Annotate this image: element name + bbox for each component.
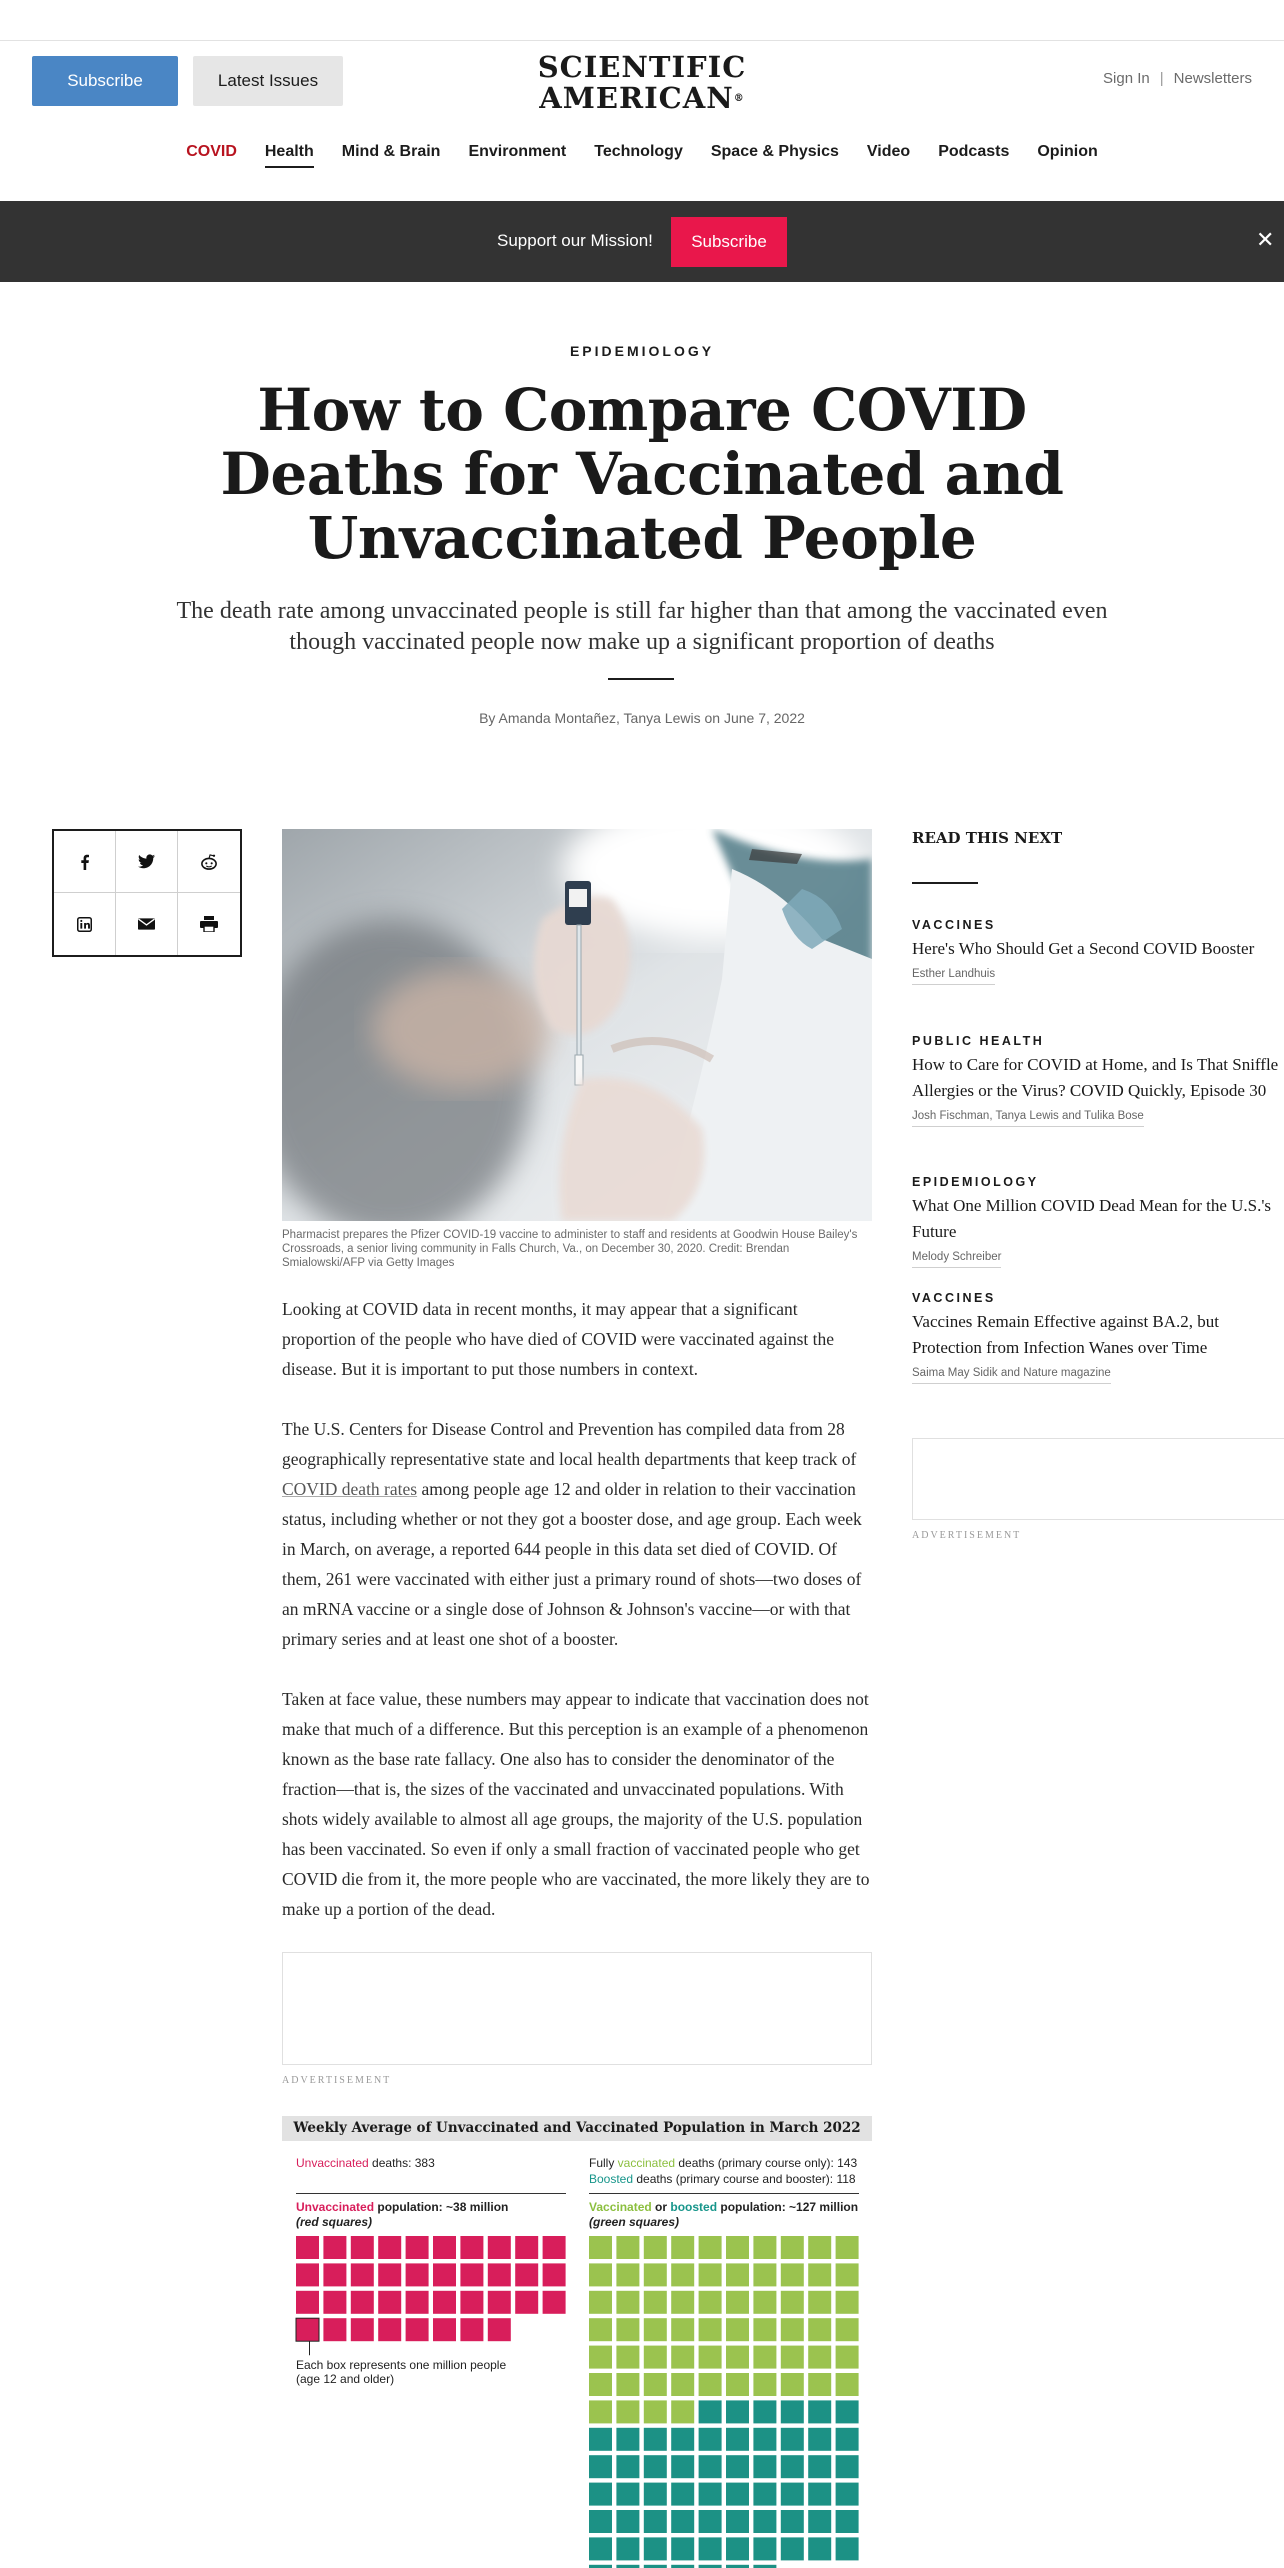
boosted-square	[644, 2455, 667, 2478]
vaccinated-square	[753, 2291, 776, 2314]
vaccinated-square	[589, 2318, 612, 2341]
unvaccinated-square	[433, 2263, 456, 2286]
article-kicker[interactable]: EPIDEMIOLOGY	[569, 343, 715, 359]
boosted-square	[781, 2537, 804, 2560]
vaccinated-square	[589, 2373, 612, 2396]
boosted-square	[726, 2428, 749, 2451]
unvaccinated-square	[378, 2291, 401, 2314]
fully-vaccinated-deaths-label: Fully vaccinated deaths (primary course only): 143	[589, 2156, 858, 2170]
newsletters-link[interactable]: Newsletters	[1173, 70, 1252, 87]
boosted-square	[836, 2455, 859, 2478]
boosted-square	[836, 2400, 859, 2423]
vaccinated-square	[671, 2373, 694, 2396]
boosted-square	[753, 2400, 776, 2423]
rail-article-title[interactable]: How to Care for COVID at Home, and Is That Sniffle Allergies or the Virus? COVID Quickly, Episode 30	[912, 1055, 1279, 1100]
unvaccinated-square	[488, 2318, 511, 2341]
vaccinated-square	[671, 2318, 694, 2341]
vaccinated-square	[726, 2291, 749, 2314]
waffle-chart	[282, 2116, 872, 2568]
unvaccinated-square	[296, 2236, 319, 2259]
utility-separator: |	[1159, 70, 1164, 87]
article-dek: The death rate among unvaccinated people is still far higher than that among the vaccinated even though vaccinated people now make up a significant proportion of deaths	[176, 598, 1108, 655]
logo-line-2: AMERICAN®	[539, 81, 745, 115]
unvaccinated-square	[296, 2263, 319, 2286]
boosted-square	[836, 2428, 859, 2451]
unvaccinated-square	[296, 2291, 319, 2314]
nav-item-opinion[interactable]: Opinion	[1037, 143, 1098, 160]
image-caption: Pharmacist prepares the Pfizer COVID-19 vaccine to administer to staff and residents at Goodwin House Bailey's Crossroads, a senior living community in Falls Church, Va., on December 30, 2020. Credit: Brendan Smialowski/AFP via Getty Images	[282, 1229, 858, 1269]
red-squares-note: (red squares)	[296, 2215, 373, 2229]
vaccinated-square	[726, 2263, 749, 2286]
boosted-square	[726, 2537, 749, 2560]
boosted-deaths-label: Boosted deaths (primary course and booster): 118	[589, 2172, 856, 2186]
vaccinated-square	[699, 2263, 722, 2286]
ad-label: ADVERTISEMENT	[282, 2075, 392, 2086]
unvaccinated-square	[406, 2318, 429, 2341]
vaccinated-square	[644, 2263, 667, 2286]
vaccinated-square	[589, 2346, 612, 2369]
boosted-square	[808, 2537, 831, 2560]
unvaccinated-square	[460, 2291, 483, 2314]
vaccinated-square	[808, 2236, 831, 2259]
rail-article-author[interactable]: Melody Schreiber	[912, 1251, 1001, 1268]
site-logo[interactable]	[522, 52, 762, 114]
sign-in-link[interactable]: Sign In	[1103, 70, 1150, 87]
boosted-square	[726, 2483, 749, 2506]
rail-article-author[interactable]: Esther Landhuis	[912, 968, 995, 985]
twitter-icon[interactable]	[116, 831, 178, 893]
unvaccinated-square	[351, 2236, 374, 2259]
boosted-square	[781, 2455, 804, 2478]
vaccinated-square	[781, 2236, 804, 2259]
boosted-square	[781, 2483, 804, 2506]
paragraph-2-text-a: The U.S. Centers for Disease Control and Prevention has compiled data from 28 geographically representative state and local health departments that keep track of	[282, 1419, 857, 1469]
vaccinated-square	[644, 2373, 667, 2396]
vaccinated-square	[836, 2318, 859, 2341]
vaccinated-square	[836, 2373, 859, 2396]
share-toolbar	[52, 829, 242, 957]
vaccinated-square	[671, 2400, 694, 2423]
print-icon[interactable]	[178, 893, 240, 955]
nav-item-covid[interactable]: COVID	[186, 143, 237, 160]
waffle-grid	[282, 2116, 872, 2568]
vaccinated-square	[753, 2236, 776, 2259]
vaccinated-square	[671, 2263, 694, 2286]
boosted-square	[808, 2400, 831, 2423]
vaccinated-square	[616, 2318, 639, 2341]
boosted-square	[836, 2510, 859, 2533]
vaccinated-square	[616, 2400, 639, 2423]
unvaccinated-square	[351, 2263, 374, 2286]
boosted-square	[726, 2400, 749, 2423]
boosted-square	[671, 2537, 694, 2560]
unvaccinated-square	[378, 2236, 401, 2259]
vaccinated-square	[781, 2291, 804, 2314]
close-icon[interactable]: ✕	[1256, 227, 1275, 252]
banner-message: Support our Mission!	[497, 231, 653, 250]
utility-links	[1103, 70, 1252, 87]
unvaccinated-square	[351, 2291, 374, 2314]
boosted-square	[644, 2428, 667, 2451]
boosted-square	[644, 2537, 667, 2560]
subscribe-button[interactable]: Subscribe	[32, 56, 178, 106]
nav-item-technology[interactable]: Technology	[594, 143, 683, 160]
boosted-square	[616, 2455, 639, 2478]
headline-divider	[608, 678, 674, 680]
vaccinated-square	[808, 2373, 831, 2396]
email-icon[interactable]	[116, 893, 178, 955]
unvaccinated-square	[460, 2263, 483, 2286]
rail-divider	[912, 882, 978, 884]
rail-ad-slot[interactable]	[912, 1438, 1284, 1520]
vaccinated-square	[616, 2346, 639, 2369]
boosted-square	[589, 2483, 612, 2506]
top-divider	[0, 40, 1284, 41]
banner-subscribe-button[interactable]: Subscribe	[671, 217, 787, 267]
boosted-square	[699, 2455, 722, 2478]
vaccinated-square	[836, 2291, 859, 2314]
unvaccinated-square	[323, 2291, 346, 2314]
vaccinated-square	[781, 2346, 804, 2369]
unvaccinated-square	[460, 2236, 483, 2259]
unvaccinated-square	[378, 2263, 401, 2286]
unvaccinated-square	[488, 2291, 511, 2314]
vaccinated-square	[726, 2346, 749, 2369]
rail-article-2[interactable]	[912, 1034, 1284, 1127]
logo-line-1: SCIENTIFIC	[537, 50, 747, 84]
green-squares-note: (green squares)	[589, 2215, 680, 2229]
vaccinated-square	[781, 2373, 804, 2396]
boosted-square	[699, 2428, 722, 2451]
rail-article-title[interactable]: Vaccines Remain Effective against BA.2, but Protection from Infection Wanes over Time	[912, 1312, 1220, 1357]
paragraph-2-text-b: among people age 12 and older in relation to their vaccination status, including whether or not they got a booster dose, and age group. Each week in March, on average, a reported 644 people in this data set died of COVID. Of them, 261 were vaccinated with either just a primary round of shots—two doses of an mRNA vaccine or a single dose of Johnson & Johnson's vaccine—or with that primary series and at least one shot of a booster.	[282, 1479, 862, 1649]
vaccinated-population-label: Vaccinated or boosted population: ~127 million	[589, 2200, 859, 2214]
boosted-square	[671, 2455, 694, 2478]
boosted-square	[781, 2428, 804, 2451]
vaccinated-square	[753, 2263, 776, 2286]
rail-article-author[interactable]: Saima May Sidik and Nature magazine	[912, 1367, 1111, 1384]
vaccinated-square	[781, 2318, 804, 2341]
unvaccinated-square	[433, 2291, 456, 2314]
vaccinated-square	[616, 2236, 639, 2259]
rail-article-author[interactable]: Josh Fischman, Tanya Lewis and Tulika Bose	[912, 1110, 1144, 1127]
read-this-next-title: READ THIS NEXT	[912, 829, 1063, 847]
rail-article-1[interactable]	[912, 918, 1284, 985]
section-nav	[0, 143, 1284, 168]
boosted-square	[699, 2537, 722, 2560]
unvaccinated-square	[378, 2318, 401, 2341]
boosted-square	[808, 2510, 831, 2533]
unvaccinated-square	[433, 2318, 456, 2341]
nav-item-health[interactable]: Health	[265, 143, 314, 168]
article-byline: By Amanda Montañez, Tanya Lewis on June 7, 2022	[479, 710, 805, 726]
vaccinated-square	[699, 2318, 722, 2341]
vaccinated-square	[699, 2291, 722, 2314]
boosted-square	[808, 2428, 831, 2451]
vaccinated-square	[753, 2318, 776, 2341]
unvaccinated-square	[515, 2236, 538, 2259]
vaccinated-square	[781, 2263, 804, 2286]
vaccinated-square	[808, 2263, 831, 2286]
unvaccinated-square	[323, 2263, 346, 2286]
vaccinated-square	[836, 2236, 859, 2259]
rail-article-title[interactable]: What One Million COVID Dead Mean for the U.S.'s Future	[912, 1196, 1272, 1241]
boosted-square	[726, 2510, 749, 2533]
boosted-square	[699, 2510, 722, 2533]
boosted-square	[589, 2510, 612, 2533]
rail-article-4[interactable]	[912, 1291, 1284, 1384]
nav-item-mind-brain[interactable]: Mind & Brain	[341, 143, 441, 160]
vaccinated-square	[644, 2318, 667, 2341]
unvaccinated-population-label: Unvaccinated population: ~38 million	[296, 2200, 509, 2214]
article-paragraph-1: Looking at COVID data in recent months, it may appear that a significant proportion of the people who have died of COVID were vaccinated against the disease. But it is important to put those numbers in context.	[282, 1299, 835, 1379]
boosted-square	[644, 2483, 667, 2506]
vaccinated-square	[699, 2236, 722, 2259]
unvaccinated-square	[488, 2236, 511, 2259]
nav-item-space-physics[interactable]: Space & Physics	[710, 143, 839, 160]
boosted-square	[589, 2537, 612, 2560]
hero-image	[282, 829, 872, 1221]
unvaccinated-square	[406, 2236, 429, 2259]
boosted-square	[836, 2483, 859, 2506]
vaccinated-square	[589, 2263, 612, 2286]
nav-item-podcasts[interactable]: Podcasts	[938, 143, 1010, 160]
vaccinated-square	[644, 2236, 667, 2259]
boosted-square	[589, 2428, 612, 2451]
vaccinated-square	[616, 2263, 639, 2286]
boosted-square	[808, 2455, 831, 2478]
covid-death-rates-link[interactable]: COVID death rates	[282, 1479, 418, 1499]
unvaccinated-square	[543, 2263, 566, 2286]
boosted-square	[753, 2455, 776, 2478]
boosted-square	[699, 2400, 722, 2423]
boosted-square	[753, 2510, 776, 2533]
rail-article-category[interactable]: PUBLIC HEALTH	[912, 1034, 1045, 1048]
vaccinated-square	[671, 2346, 694, 2369]
boosted-square	[781, 2510, 804, 2533]
boosted-square	[589, 2455, 612, 2478]
boosted-square	[616, 2510, 639, 2533]
unvaccinated-deaths-label: Unvaccinated deaths: 383	[296, 2156, 435, 2170]
vaccinated-square	[753, 2373, 776, 2396]
boosted-square	[644, 2510, 667, 2533]
boosted-square	[836, 2537, 859, 2560]
unvaccinated-square	[543, 2291, 566, 2314]
vaccinated-square	[726, 2236, 749, 2259]
unvaccinated-square	[515, 2263, 538, 2286]
rail-article-category[interactable]: VACCINES	[912, 1291, 996, 1305]
unvaccinated-square	[323, 2318, 346, 2341]
boosted-square	[671, 2428, 694, 2451]
boosted-square	[781, 2400, 804, 2423]
boosted-square	[753, 2428, 776, 2451]
reddit-icon[interactable]	[178, 831, 240, 893]
vaccinated-square	[644, 2400, 667, 2423]
boosted-square	[616, 2428, 639, 2451]
rail-article-title[interactable]: Here's Who Should Get a Second COVID Booster	[912, 939, 1255, 958]
boosted-square	[753, 2483, 776, 2506]
facebook-icon[interactable]	[54, 831, 116, 893]
vaccinated-square	[836, 2346, 859, 2369]
unvaccinated-square	[323, 2236, 346, 2259]
vaccinated-square	[808, 2346, 831, 2369]
linkedin-icon[interactable]	[54, 893, 116, 955]
boosted-square	[616, 2483, 639, 2506]
vaccinated-square	[671, 2236, 694, 2259]
vaccinated-square	[616, 2373, 639, 2396]
chart-title: Weekly Average of Unvaccinated and Vaccinated Population in March 2022	[282, 2116, 872, 2141]
vaccinated-square	[699, 2373, 722, 2396]
support-banner	[0, 201, 1284, 282]
nav-item-environment[interactable]: Environment	[468, 143, 567, 160]
rail-article-category[interactable]: VACCINES	[912, 918, 996, 932]
boosted-square	[616, 2537, 639, 2560]
boosted-square	[671, 2483, 694, 2506]
vaccinated-square	[808, 2291, 831, 2314]
article-paragraph-2	[282, 1414, 872, 1654]
unvaccinated-square	[433, 2236, 456, 2259]
latest-issues-button[interactable]: Latest Issues	[193, 56, 343, 106]
boosted-square	[671, 2510, 694, 2533]
boosted-square	[753, 2537, 776, 2560]
vaccinated-square	[836, 2263, 859, 2286]
box-legend-line-2: (age 12 and older)	[296, 2372, 395, 2386]
unvaccinated-square	[488, 2263, 511, 2286]
vaccinated-square	[726, 2373, 749, 2396]
vaccinated-square	[616, 2291, 639, 2314]
rail-article-3[interactable]	[912, 1175, 1284, 1268]
rail-ad-label: ADVERTISEMENT	[912, 1530, 1022, 1541]
vaccinated-square	[644, 2291, 667, 2314]
vaccinated-square	[644, 2346, 667, 2369]
rail-article-category[interactable]: EPIDEMIOLOGY	[912, 1175, 1039, 1189]
vaccinated-square	[589, 2291, 612, 2314]
box-legend-line-1: Each box represents one million people	[296, 2358, 507, 2372]
unvaccinated-square	[543, 2236, 566, 2259]
boosted-square	[726, 2455, 749, 2478]
unvaccinated-square	[515, 2291, 538, 2314]
vaccinated-square	[671, 2291, 694, 2314]
vaccinated-square	[726, 2318, 749, 2341]
nav-item-video[interactable]: Video	[866, 143, 911, 160]
article-headline: How to Compare COVID Deaths for Vaccinated and Unvaccinated People	[220, 376, 1064, 572]
article-paragraph-3: Taken at face value, these numbers may appear to indicate that vaccination does not make that much of a difference. But this perception is an example of a phenomenon known as the base rate fallacy. One also has to consider the denominator of the fraction—that is, the sizes of the vaccinated and unvaccinated populations. With shots widely available to almost all age groups, the majority of the U.S. population has been vaccinated. So even if only a small fraction of vaccinated people who get COVID die from it, the more people who are vaccinated, the more likely they are to make up a portion of the dead.	[282, 1689, 870, 1919]
unvaccinated-square	[351, 2318, 374, 2341]
vaccinated-square	[589, 2236, 612, 2259]
ad-slot[interactable]	[282, 1952, 872, 2065]
unvaccinated-square	[406, 2291, 429, 2314]
boosted-square	[699, 2483, 722, 2506]
unvaccinated-square	[460, 2318, 483, 2341]
unvaccinated-square	[406, 2263, 429, 2286]
vaccinated-square	[699, 2346, 722, 2369]
vaccinated-square	[589, 2400, 612, 2423]
vaccinated-square	[753, 2346, 776, 2369]
vaccinated-square	[808, 2318, 831, 2341]
unvaccinated-square	[296, 2318, 319, 2341]
boosted-square	[808, 2483, 831, 2506]
